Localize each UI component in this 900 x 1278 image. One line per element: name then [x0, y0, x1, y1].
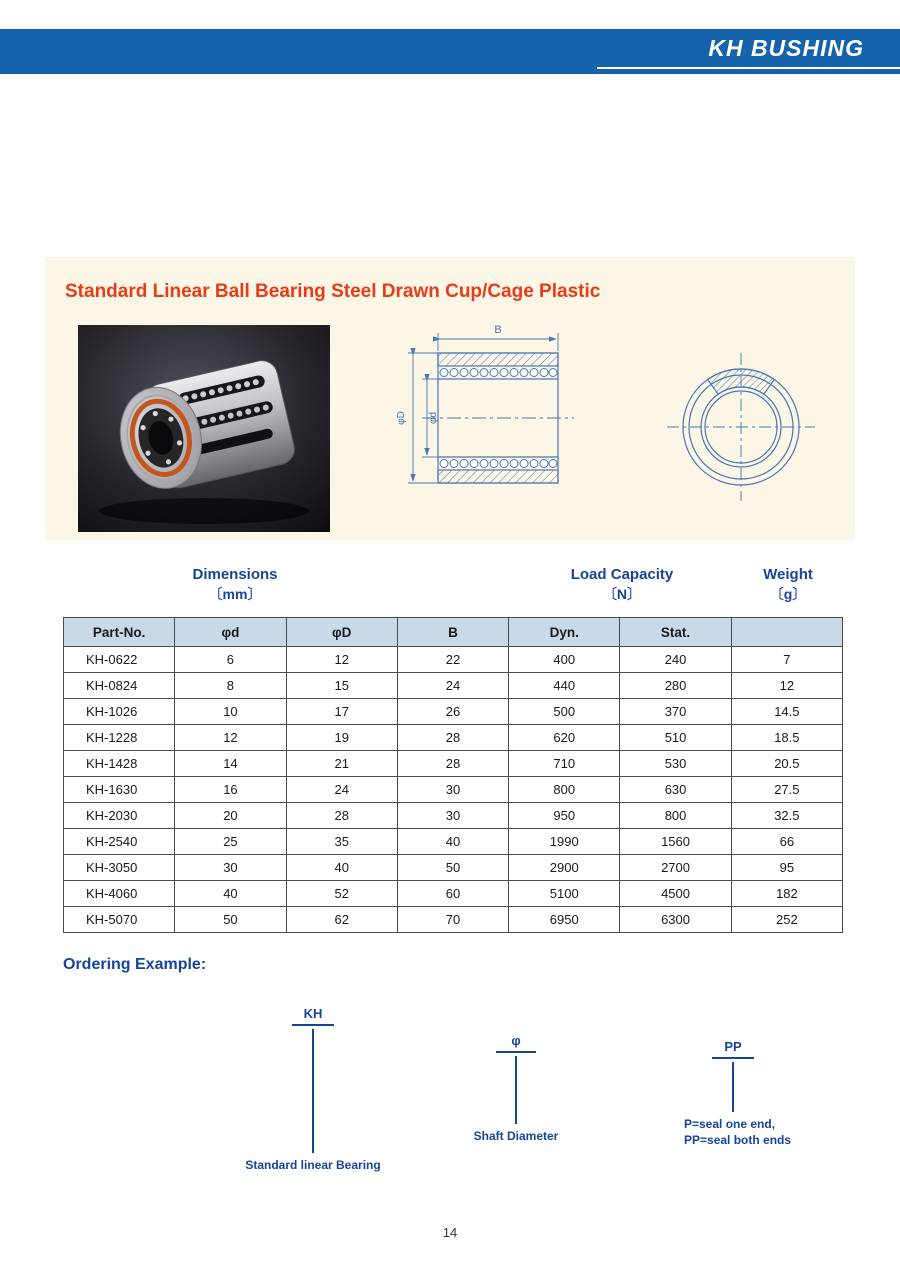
table-row: [64, 647, 843, 673]
value-cell: 24: [397, 673, 508, 699]
value-cell: 1560: [620, 829, 731, 855]
value-cell: 1990: [509, 829, 620, 855]
table-row: [64, 803, 843, 829]
value-cell: 950: [509, 803, 620, 829]
part-no-cell: KH-5070: [64, 907, 175, 933]
value-cell: 32.5: [731, 803, 842, 829]
value-cell: 10: [175, 699, 286, 725]
group-header-weight: [688, 566, 888, 604]
value-cell: 2900: [509, 855, 620, 881]
dim-label-b: B: [494, 324, 502, 336]
product-panel: [45, 257, 855, 540]
value-cell: 710: [509, 751, 620, 777]
value-cell: 66: [731, 829, 842, 855]
value-cell: 7: [731, 647, 842, 673]
part-no-cell: KH-4060: [64, 881, 175, 907]
value-cell: 62: [286, 907, 397, 933]
value-cell: 25: [175, 829, 286, 855]
value-cell: 510: [620, 725, 731, 751]
ordering-code-pp: PP: [712, 1039, 754, 1059]
group-header-label: Weight: [763, 566, 813, 583]
spec-table-header-row: [64, 618, 843, 647]
value-cell: 800: [509, 777, 620, 803]
value-cell: 252: [731, 907, 842, 933]
ordering-leader-line-pp: [732, 1062, 734, 1112]
table-row: [64, 829, 843, 855]
front-view-drawing: [653, 349, 828, 501]
table-row: [64, 673, 843, 699]
value-cell: 182: [731, 881, 842, 907]
value-cell: 21: [286, 751, 397, 777]
table-row: [64, 751, 843, 777]
value-cell: 15: [286, 673, 397, 699]
value-cell: 95: [731, 855, 842, 881]
value-cell: 60: [397, 881, 508, 907]
value-cell: 19: [286, 725, 397, 751]
value-cell: 12: [286, 647, 397, 673]
section-title: Standard Linear Ball Bearing Steel Drawn Cup/Cage Plastic: [65, 281, 601, 302]
part-no-cell: KH-1026: [64, 699, 175, 725]
value-cell: 500: [509, 699, 620, 725]
value-cell: 50: [397, 855, 508, 881]
value-cell: 16: [175, 777, 286, 803]
ordering-leader-line-phi: [515, 1056, 517, 1124]
value-cell: 26: [397, 699, 508, 725]
spec-table: [63, 617, 843, 933]
ordering-desc-phi: Shaft Diameter: [473, 1129, 559, 1143]
value-cell: 28: [397, 751, 508, 777]
value-cell: 18.5: [731, 725, 842, 751]
front-view-svg: [653, 349, 828, 501]
ordering-desc-pp: [684, 1116, 834, 1148]
value-cell: 6: [175, 647, 286, 673]
group-header-label: Load Capacity: [570, 566, 674, 583]
group-header-dimensions: [135, 566, 335, 604]
value-cell: 27.5: [731, 777, 842, 803]
product-photo: [78, 325, 330, 532]
cross-section-svg: [380, 321, 615, 513]
group-header-unit: 〔g〕: [769, 586, 807, 602]
part-no-cell: KH-1630: [64, 777, 175, 803]
table-row: [64, 881, 843, 907]
column-header: Dyn.: [509, 618, 620, 647]
part-no-cell: KH-2030: [64, 803, 175, 829]
value-cell: 22: [397, 647, 508, 673]
value-cell: 40: [397, 829, 508, 855]
bearing-photo-illustration: [78, 325, 330, 532]
column-header: φd: [175, 618, 286, 647]
value-cell: 20.5: [731, 751, 842, 777]
value-cell: 17: [286, 699, 397, 725]
value-cell: 14.5: [731, 699, 842, 725]
part-no-cell: KH-1428: [64, 751, 175, 777]
column-header: Part-No.: [64, 618, 175, 647]
value-cell: 30: [397, 777, 508, 803]
spec-table-wrap: [63, 617, 843, 933]
dim-label-phi-d: φd: [428, 411, 439, 425]
value-cell: 630: [620, 777, 731, 803]
group-header-label: Dimensions: [192, 566, 278, 583]
page-number: 14: [442, 1225, 458, 1240]
ordering-desc-pp-line1: P=seal one end,: [684, 1117, 776, 1131]
ordering-desc-pp-line2: PP=seal both ends: [684, 1133, 792, 1148]
value-cell: 6300: [620, 907, 731, 933]
value-cell: 70: [397, 907, 508, 933]
value-cell: 52: [286, 881, 397, 907]
value-cell: 5100: [509, 881, 620, 907]
brand-title: KH BUSHING: [708, 35, 864, 61]
value-cell: 370: [620, 699, 731, 725]
value-cell: 12: [175, 725, 286, 751]
value-cell: 4500: [620, 881, 731, 907]
table-row: [64, 855, 843, 881]
value-cell: 35: [286, 829, 397, 855]
part-no-cell: KH-2540: [64, 829, 175, 855]
column-header: φD: [286, 618, 397, 647]
column-header: B: [397, 618, 508, 647]
ordering-desc-kh: Standard linear Bearing: [245, 1158, 381, 1172]
table-row: [64, 907, 843, 933]
value-cell: 280: [620, 673, 731, 699]
value-cell: 240: [620, 647, 731, 673]
ordering-diagram: [0, 1000, 900, 1185]
brand-underline: [597, 67, 900, 69]
ordering-leader-line-kh: [312, 1029, 314, 1153]
part-no-cell: KH-0824: [64, 673, 175, 699]
value-cell: 20: [175, 803, 286, 829]
spec-table-body: [64, 647, 843, 933]
table-row: [64, 699, 843, 725]
value-cell: 28: [397, 725, 508, 751]
value-cell: 24: [286, 777, 397, 803]
value-cell: 8: [175, 673, 286, 699]
value-cell: 6950: [509, 907, 620, 933]
ordering-code-phi: φ: [496, 1033, 536, 1053]
value-cell: 14: [175, 751, 286, 777]
table-group-headers: [0, 566, 900, 616]
value-cell: 30: [397, 803, 508, 829]
table-row: [64, 725, 843, 751]
value-cell: 620: [509, 725, 620, 751]
value-cell: 440: [509, 673, 620, 699]
value-cell: 40: [175, 881, 286, 907]
part-no-cell: KH-3050: [64, 855, 175, 881]
cross-section-drawing: [380, 321, 615, 513]
ordering-example-title: Ordering Example:: [63, 956, 207, 973]
column-header: Stat.: [620, 618, 731, 647]
table-row: [64, 777, 843, 803]
value-cell: 2700: [620, 855, 731, 881]
value-cell: 30: [175, 855, 286, 881]
value-cell: 12: [731, 673, 842, 699]
group-header-unit: 〔N〕: [602, 586, 642, 602]
part-no-cell: KH-1228: [64, 725, 175, 751]
ordering-code-kh: KH: [292, 1006, 334, 1026]
value-cell: 40: [286, 855, 397, 881]
group-header-unit: 〔mm〕: [208, 586, 262, 602]
value-cell: 28: [286, 803, 397, 829]
column-header: [731, 618, 842, 647]
value-cell: 400: [509, 647, 620, 673]
value-cell: 50: [175, 907, 286, 933]
value-cell: 800: [620, 803, 731, 829]
header-band: [0, 29, 900, 74]
part-no-cell: KH-0622: [64, 647, 175, 673]
dim-label-phi-D: φD: [396, 411, 407, 425]
value-cell: 530: [620, 751, 731, 777]
